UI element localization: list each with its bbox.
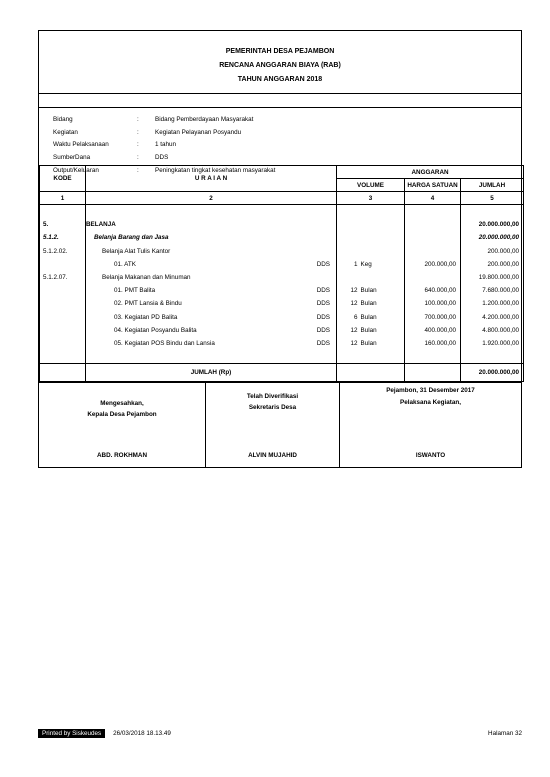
- cell-jumlah: 20.000.000,00: [461, 231, 524, 244]
- cell-satuan: [361, 218, 405, 231]
- table-row: [40, 324, 524, 337]
- cell-uraian: 05. Kegiatan POS Bindu dan Lansia: [114, 339, 215, 347]
- info-value: DDS: [155, 154, 169, 162]
- cell-satuan: [361, 231, 405, 244]
- cell-harga-satuan: [405, 231, 461, 244]
- info-separator: :: [137, 141, 139, 149]
- cell-volume: [337, 231, 361, 244]
- signature-role: Sekretaris Desa: [248, 404, 297, 412]
- budget-table: [39, 165, 524, 382]
- cell-volume: 6: [337, 311, 361, 324]
- cell-sumber-dana: DDS: [275, 337, 337, 350]
- cell-kode: 5.1.2.07.: [40, 271, 86, 284]
- signature-title: Mengesahkan,: [100, 400, 144, 408]
- rab-document: [38, 30, 522, 468]
- cell-sumber-dana: DDS: [275, 297, 337, 310]
- info-separator: :: [137, 116, 139, 123]
- cell-uraian: 02. PMT Lansia & Bindu: [114, 300, 182, 308]
- cell-satuan: Bulan: [361, 284, 405, 297]
- table-row: [40, 337, 524, 350]
- col-number: 1: [40, 192, 86, 205]
- header-kode: KODE: [40, 166, 86, 192]
- cell-uraian: 01. PMT Balita: [114, 287, 156, 295]
- header-line-3: TAHUN ANGGARAN 2018: [237, 76, 323, 83]
- cell-harga-satuan: [405, 245, 461, 258]
- header-line-1: PEMERINTAH DESA PEJAMBON: [225, 48, 335, 55]
- cell-harga-satuan: 200.000,00: [405, 258, 461, 271]
- cell-harga-satuan: 640.000,00: [405, 284, 461, 297]
- signature-role: Kepala Desa Pejambon: [87, 411, 157, 419]
- col-number: 4: [405, 192, 461, 205]
- info-row: [53, 139, 521, 152]
- cell-kode: [40, 311, 86, 324]
- signature-name: ALVIN MUJAHID: [248, 452, 297, 460]
- cell-volume: 12: [337, 324, 361, 337]
- cell-sumber-dana: DDS: [275, 324, 337, 337]
- cell-uraian: Belanja Makanan dan Minuman: [102, 274, 191, 282]
- header-volume: VOLUME: [337, 179, 405, 192]
- cell-uraian: 04. Kegiatan Posyandu Balita: [114, 326, 197, 334]
- cell-jumlah: 20.000.000,00: [461, 218, 524, 231]
- cell-harga-satuan: 700.000,00: [405, 311, 461, 324]
- signature-sekretaris: [206, 383, 340, 467]
- print-datetime: 26/03/2018 18.13.49: [113, 730, 171, 737]
- info-row: [53, 152, 521, 165]
- table-row: [40, 245, 524, 258]
- signature-name: ABD. ROKHMAN: [96, 452, 148, 460]
- cell-kode: [40, 258, 86, 271]
- cell-satuan: [361, 271, 405, 284]
- cell-jumlah: 200.000,00: [461, 258, 524, 271]
- table-row: [40, 231, 524, 244]
- cell-kode: 5.: [40, 218, 86, 231]
- cell-sumber-dana: [275, 271, 337, 284]
- signature-name: ISWANTO: [415, 452, 446, 460]
- cell-sumber-dana: [275, 218, 337, 231]
- info-value: Kegiatan Pelayanan Posyandu: [155, 128, 242, 136]
- page-number: Halaman 32: [488, 730, 522, 737]
- cell-volume: 12: [337, 284, 361, 297]
- cell-jumlah: 1.200.000,00: [461, 297, 524, 310]
- cell-uraian: Belanja Alat Tulis Kantor: [102, 247, 171, 255]
- cell-harga-satuan: [405, 218, 461, 231]
- cell-satuan: Bulan: [361, 311, 405, 324]
- signature-pelaksana: [340, 383, 521, 467]
- total-value: 20.000.000,00: [461, 364, 524, 382]
- signature-kepala-desa: [39, 383, 206, 467]
- cell-sumber-dana: [275, 245, 337, 258]
- cell-satuan: Bulan: [361, 297, 405, 310]
- cell-satuan: [361, 245, 405, 258]
- cell-kode: 5.1.2.02.: [40, 245, 86, 258]
- info-separator: :: [137, 154, 139, 162]
- cell-volume: [337, 271, 361, 284]
- cell-sumber-dana: [275, 231, 337, 244]
- cell-jumlah: 4.800.000,00: [461, 324, 524, 337]
- header-jumlah: JUMLAH: [461, 179, 524, 192]
- info-label: Kegiatan: [53, 128, 78, 136]
- total-label: JUMLAH (Rp): [86, 364, 337, 382]
- col-number: 5: [461, 192, 524, 205]
- table-row: [40, 271, 524, 284]
- cell-volume: 12: [337, 297, 361, 310]
- cell-harga-satuan: 100.000,00: [405, 297, 461, 310]
- cell-jumlah: 200.000,00: [461, 245, 524, 258]
- cell-kode: [40, 297, 86, 310]
- info-label: Bidang: [53, 116, 73, 123]
- cell-harga-satuan: 400.000,00: [405, 324, 461, 337]
- cell-sumber-dana: DDS: [275, 258, 337, 271]
- cell-satuan: Bulan: [361, 324, 405, 337]
- cell-uraian: BELANJA: [86, 221, 116, 229]
- info-separator: :: [137, 166, 139, 174]
- document-header: [39, 31, 521, 94]
- signature-place-date: Pejambon, 31 Desember 2017: [386, 387, 475, 395]
- cell-satuan: Keg: [361, 258, 405, 271]
- cell-sumber-dana: DDS: [275, 311, 337, 324]
- cell-uraian: Belanja Barang dan Jasa: [94, 234, 169, 242]
- info-value: 1 tahun: [155, 141, 177, 149]
- table-row: [40, 258, 524, 271]
- cell-harga-satuan: 160.000,00: [405, 337, 461, 350]
- cell-volume: [337, 218, 361, 231]
- cell-uraian: 01. ATK: [114, 260, 136, 268]
- cell-volume: 1: [337, 258, 361, 271]
- spacer: [39, 94, 521, 108]
- cell-jumlah: 1.920.000,00: [461, 337, 524, 350]
- cell-volume: 12: [337, 337, 361, 350]
- info-separator: :: [137, 128, 139, 136]
- col-number: 3: [337, 192, 405, 205]
- info-row: [53, 127, 521, 140]
- info-label: SumberDana: [53, 154, 91, 162]
- info-value: Bidang Pemberdayaan Masyarakat: [155, 116, 254, 123]
- printed-by-badge: Printed by Siskeudes: [38, 729, 105, 738]
- header-harga-satuan: HARGA SATUAN: [405, 179, 461, 192]
- signature-title: Telah Diverifikasi: [246, 393, 299, 401]
- signature-section: [39, 382, 521, 467]
- cell-jumlah: 4.200.000,00: [461, 311, 524, 324]
- table-row: [40, 297, 524, 310]
- header-uraian: U R A I A N: [86, 166, 337, 192]
- info-label: Output/Keluaran: [53, 166, 99, 174]
- info-value: Peningkatan tingkat kesehatan masyarakat: [155, 166, 276, 174]
- col-number: 2: [86, 192, 337, 205]
- cell-kode: [40, 284, 86, 297]
- cell-harga-satuan: [405, 271, 461, 284]
- signature-role: Pelaksana Kegiatan,: [400, 399, 461, 407]
- table-row: [40, 218, 524, 231]
- page-footer: [38, 729, 522, 738]
- table-row: [40, 284, 524, 297]
- cell-kode: [40, 324, 86, 337]
- cell-kode: [40, 337, 86, 350]
- cell-sumber-dana: DDS: [275, 284, 337, 297]
- cell-jumlah: 19.800.000,00: [461, 271, 524, 284]
- cell-kode: 5.1.2.: [40, 231, 86, 244]
- cell-satuan: Bulan: [361, 337, 405, 350]
- cell-uraian: 03. Kegiatan PD Balita: [114, 313, 178, 321]
- header-line-2: RENCANA ANGGARAN BIAYA (RAB): [219, 62, 341, 69]
- info-label: Waktu Pelaksanaan: [53, 141, 109, 149]
- header-anggaran: ANGGARAN: [337, 166, 524, 179]
- info-row: [53, 114, 521, 127]
- cell-volume: [337, 245, 361, 258]
- table-row: [40, 311, 524, 324]
- cell-jumlah: 7.680.000,00: [461, 284, 524, 297]
